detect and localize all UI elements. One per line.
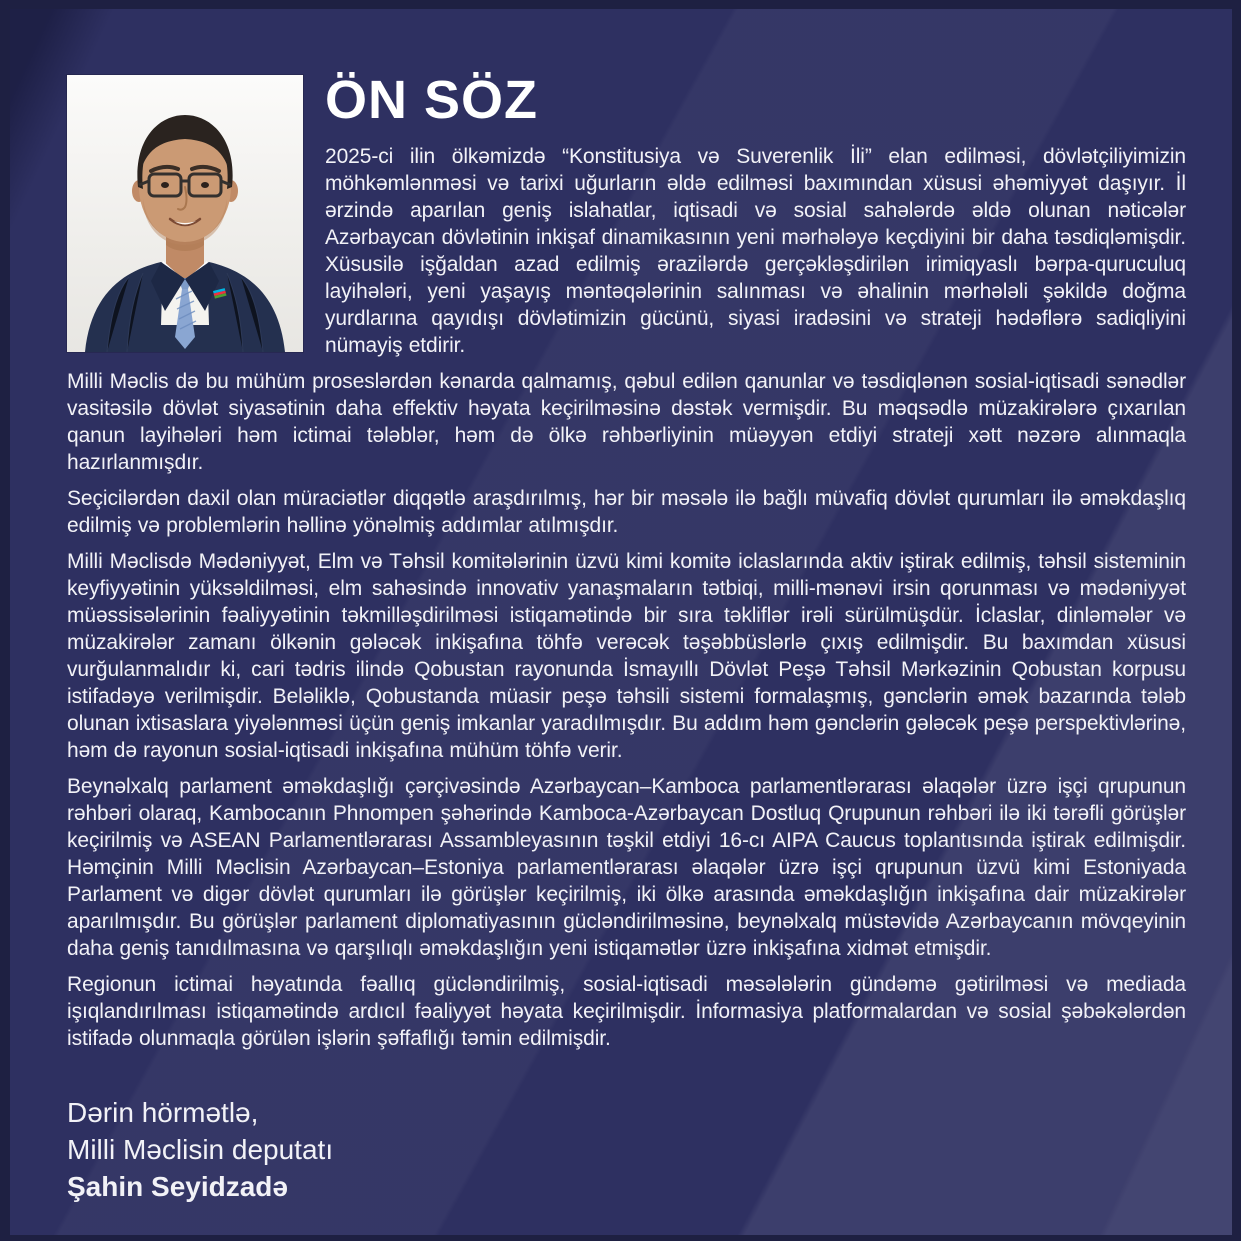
page-title: ÖN SÖZ [325,70,539,130]
signature-name: Şahin Seyidzadə [67,1171,288,1203]
foreword-paragraph-5: Beynəlxalq parlament əməkdaşlığı çərçivəsində Azərbaycan–Kamboca parlamentlərarası əlaqələr üzrə işçi qrupunun rəhbəri olaraq, Kambocanın Phnompen şəhərində Kamboca-Azərbaycan Dostluq Qrupunun rəhbəri ilə iki tərəfli görüşlər keçirilmiş və ASEAN Parlamentlərarası Assambleyasının təşkil etdiyi 16-cı AIPA Caucus toplantısında iştirak edilmişdir. Həmçinin Milli Məclisin Azərbaycan–Estoniya parlamentlərarası əlaqələr üzrə işçi qrupunun üzvü kimi Estoniyada Parlament və digər dövlət qurumları ilə görüşlər keçirilmiş, iki ölkə arasında əməkdaşlığın inkişafına dair müzakirələr aparılmışdır. Bu görüşlər parlament diplomatiyasının gücləndirilməsinə, beynəlxalq müstəvidə Azərbaycanın mövqeyinin daha geniş tanıdılmasına və qarşılıqlı əməkdaşlığın yeni istiqamətlər üzrə inkişafına xidmət etmişdir. [67,775,1186,961]
portrait-photo [67,75,303,352]
signature-role: Milli Məclisin deputatı [67,1134,334,1166]
foreword-content [67,69,1186,1205]
foreword-paragraph-2: Milli Məclis də bu mühüm proseslərdən kənarda qalmamış, qəbul edilən qanunlar və təsdiqlənən sosial-iqtisadi sənədlər vasitəsilə dövlət siyasətinin daha effektiv həyata keçirilməsinə dəstək vermişdir. Bu məqsədlə müzakirələrə çıxarılan qanun layihələri həm ictimai tələblər, həm də ölkə rəhbərliyinin müəyyən etdiyi strateji xətt nəzərə alınmaqla hazırlanmışdır. [67,370,1186,475]
foreword-page [10,9,1232,1235]
signature-block [67,1094,1186,1205]
foreword-paragraph-6: Regionun ictimai həyatında fəallıq gücləndirilmiş, sosial-iqtisadi məsələlərin gündəmə gətirilməsi və mediada işıqlandırılması istiqamətində ardıcıl fəaliyyət həyata keçirilmişdir. İnformasiya platformalardan və sosial şəbəkələrdən istifadə olunmaqla görülən işlərin şəffaflığı təmin edilmişdir. [67,973,1186,1051]
foreword-paragraph-4: Milli Məclisdə Mədəniyyət, Elm və Təhsil komitələrinin üzvü kimi komitə iclaslarında aktiv iştirak edilmiş, təhsil sisteminin keyfiyyətinin yüksəldilməsi, elm sahəsində innovativ yanaşmaların tətbiqi, milli-mənəvi irsin qorunması və mədəniyyət müəssisələrinin fəaliyyətinin təkmilləşdirilməsi istiqamətində bir sıra təkliflər irəli sürülmüşdür. İclaslar, dinləmələr və müzakirələr zamanı ölkənin gələcək inkişafına töhfə verəcək təşəbbüslərlə çıxış edilmişdir. Bu baxımdan xüsusi vurğulanmalıdır ki, cari tədris ilində Qobustan rayonunda İsmayıllı Dövlət Peşə Təhsil Mərkəzinin Qobustan korpusu istifadəyə verilmişdir. Beləliklə, Qobustanda müasir peşə təhsili sistemi formalaşmış, gənclərin əmək bazarında tələb olunan ixtisaslara yiyələnməsi üçün geniş imkanlar yaradılmışdır. Bu addım həm gənclərin gələcək peşə perspektivlərinə, həm də rayonun sosial-iqtisadi inkişafına mühüm töhfə verir. [67,550,1186,763]
portrait-photo-frame [67,75,303,352]
foreword-paragraph-3: Seçicilərdən daxil olan müraciətlər diqqətlə araşdırılmış, hər bir məsələ ilə bağlı müvafiq dövlət qurumları ilə əməkdaşlıq edilmiş və problemlərin həllinə yönəlmiş addımlar atılmışdır. [67,487,1186,538]
signature-salutation: Dərin hörmətlə, [67,1097,259,1129]
foreword-paragraph-1: 2025-ci ilin ölkəmizdə “Konstitusiya və Suverenlik İli” elan edilməsi, dövlətçiliyimizin möhkəmlənməsi və tarixi uğurların əldə edilməsi baxımından xüsusi əhəmiyyət daşıyır. İl ərzində aparılan geniş islahatlar, iqtisadi və sosial sahələrdə əldə olunan nəticələr Azərbaycan dövlətinin inkişaf dinamikasının yeni mərhələyə keçdiyini bir daha təsdiqləmişdir. Xüsusilə işğaldan azad edilmiş ərazilərdə gerçəkləşdirilən irimiqyaslı bərpa-quruculuq layihələri, yeni yaşayış məntəqələrinin salınması və əhalinin mərhələli şəkildə doğma yurdlarına qayıdışı dövlətimizin gücünü, siyasi iradəsini və strateji hədəflərə sadiqliyini nümayiş etdirir. [325,145,1186,358]
